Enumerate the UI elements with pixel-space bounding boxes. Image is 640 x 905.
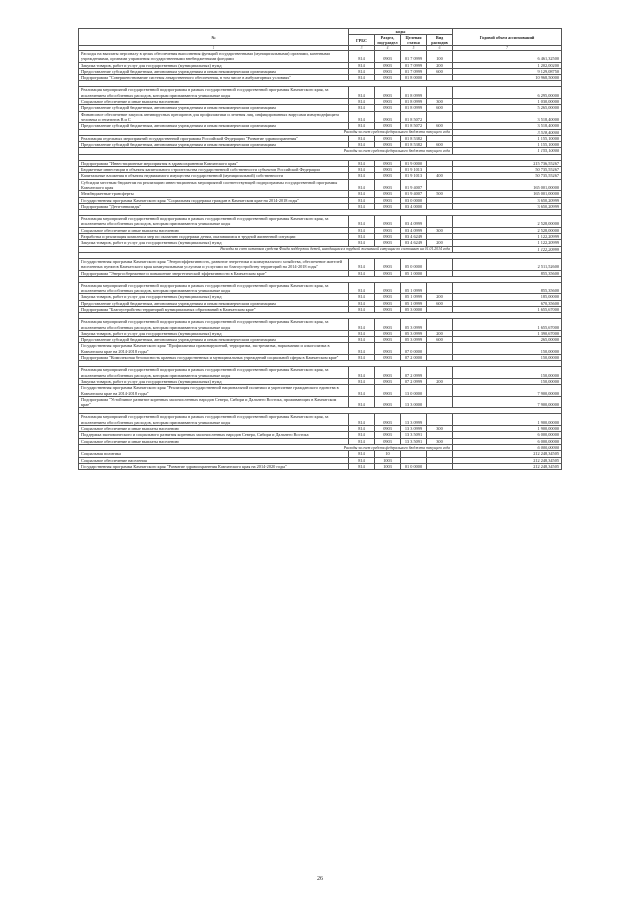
row-grbs: 814 xyxy=(349,99,375,105)
row-amount: 1 390,67000 xyxy=(453,330,562,336)
note-text: Расходы за счет средств федерального бюджета текущего года xyxy=(79,148,453,154)
column-number: 4 xyxy=(375,46,401,51)
row-name: Разработка и реализация комплекса мер по оказанию поддержки детям, оказавшимся в трудной жизненной ситуации xyxy=(79,234,349,240)
row-razdel: 0903 xyxy=(375,99,401,105)
row-vid: 200 xyxy=(427,294,453,300)
row-name: Предоставление субсидий бюджетным, автономным учреждениям и иным некоммерческим организациям xyxy=(79,105,349,111)
row-vid: 300 xyxy=(427,438,453,444)
row-vid xyxy=(427,463,453,469)
document-page xyxy=(78,28,562,470)
row-name: Реализация мероприятий государственной подпрограммы в рамках государственной государственной программы Камчатского края, за исключением обособленных расходов, которым присваиваются уникальные коды xyxy=(79,367,349,379)
header-num: № xyxy=(79,29,349,46)
row-celevaya: 01 7 0999 xyxy=(401,68,427,74)
row-vid: 600 xyxy=(427,123,453,129)
row-name: Реализация отдельных мероприятий государственной программы Российской Федерации "Развитие здравоохранения" xyxy=(79,135,349,141)
row-vid: 600 xyxy=(427,337,453,343)
row-amount: 150,00000 xyxy=(453,355,562,361)
row-grbs: 814 xyxy=(349,105,375,111)
row-amount: 2 528,00000 xyxy=(453,227,562,233)
row-celevaya: 07 0 0000 xyxy=(401,343,427,355)
row-celevaya: 13 3 0999 xyxy=(401,426,427,432)
row-razdel: 0903 xyxy=(375,319,401,331)
row-vid xyxy=(427,367,453,379)
page-number: 26 xyxy=(317,876,323,882)
row-amount: 5 265,00000 xyxy=(453,105,562,111)
row-razdel: 0903 xyxy=(375,75,401,81)
row-grbs: 814 xyxy=(349,451,375,457)
row-name: Государственная программа Камчатского края "Реализация государственной национальной политики и укрепление гражданского единства в Камчатском крае на 2014-2018 годы" xyxy=(79,385,349,397)
table-row xyxy=(79,319,562,331)
row-amount: 165 001,00000 xyxy=(453,179,562,191)
row-name: Социальная политика xyxy=(79,451,349,457)
row-grbs: 814 xyxy=(349,300,375,306)
row-celevaya: 07 2 0999 xyxy=(401,367,427,379)
row-amount: 1 900,00000 xyxy=(453,414,562,426)
row-grbs: 814 xyxy=(349,426,375,432)
row-amount: 855,35600 xyxy=(453,270,562,276)
row-razdel: 0903 xyxy=(375,414,401,426)
row-vid: 600 xyxy=(427,142,453,148)
row-grbs: 814 xyxy=(349,191,375,197)
row-grbs: 814 xyxy=(349,432,375,438)
row-amount: 9 129,08750 xyxy=(453,68,562,74)
row-razdel: 0903 xyxy=(375,300,401,306)
row-amount: 1 030,00000 xyxy=(453,99,562,105)
row-grbs: 814 xyxy=(349,240,375,246)
row-vid xyxy=(427,414,453,426)
row-grbs: 814 xyxy=(349,123,375,129)
row-name: Расходы на выплаты персоналу в целях обеспечения выполнения функций государственными (муниципальными) органами, казенными учреждениями, органами управления государственными внебюджетными фондами xyxy=(79,51,349,63)
row-grbs: 814 xyxy=(349,227,375,233)
row-amount: 1 122,20999 xyxy=(453,234,562,240)
row-grbs: 814 xyxy=(349,167,375,173)
row-grbs: 814 xyxy=(349,142,375,148)
note-amount: 6 000,00000 xyxy=(453,444,562,450)
row-grbs: 814 xyxy=(349,160,375,166)
row-amount: 3 518,40000 xyxy=(453,123,562,129)
table-row xyxy=(79,385,562,397)
row-razdel: 0903 xyxy=(375,367,401,379)
row-celevaya: 01 7 0999 xyxy=(401,51,427,63)
row-grbs: 814 xyxy=(349,234,375,240)
row-celevaya: 03 0 0000 xyxy=(401,197,427,203)
row-vid: 200 xyxy=(427,240,453,246)
row-amount: 7 900,00000 xyxy=(453,385,562,397)
row-amount: 1 155,10000 xyxy=(453,135,562,141)
row-celevaya: 13 3 0000 xyxy=(401,396,427,408)
row-grbs: 814 xyxy=(349,457,375,463)
row-celevaya: 05 1 0999 xyxy=(401,300,427,306)
row-name: Закупка товаров, работ и услуг для государственных (муниципальных) нужд xyxy=(79,378,349,384)
row-amount: 265,00000 xyxy=(453,337,562,343)
row-grbs: 814 xyxy=(349,75,375,81)
row-name: Подпрограмма "Инвестиционные мероприятия в здравоохранении Камчатского края" xyxy=(79,160,349,166)
row-celevaya: 01 8 0999 xyxy=(401,87,427,99)
row-vid xyxy=(427,319,453,331)
row-celevaya: 03 4 0999 xyxy=(401,227,427,233)
row-celevaya: 01 8 5382 xyxy=(401,135,427,141)
row-razdel: 0903 xyxy=(375,216,401,228)
table-row xyxy=(79,343,562,355)
row-vid xyxy=(427,282,453,294)
row-amount: 50 735,55267 xyxy=(453,167,562,173)
row-razdel: 0903 xyxy=(375,306,401,312)
table-row xyxy=(79,463,562,469)
row-razdel: 0903 xyxy=(375,160,401,166)
row-amount: 150,00000 xyxy=(453,367,562,379)
row-celevaya: 07 2 0000 xyxy=(401,355,427,361)
header-vid: Вид расходов xyxy=(427,35,453,46)
header-razdel: Раздел, под-раздел xyxy=(375,35,401,46)
row-razdel: 0903 xyxy=(375,426,401,432)
row-razdel: 0903 xyxy=(375,68,401,74)
row-razdel: 1003 xyxy=(375,463,401,469)
row-amount: 1 155,10000 xyxy=(453,142,562,148)
row-vid xyxy=(427,343,453,355)
row-razdel: 0903 xyxy=(375,355,401,361)
row-razdel: 0903 xyxy=(375,396,401,408)
row-vid: 300 xyxy=(427,99,453,105)
row-amount: 50 735,55267 xyxy=(453,173,562,179)
row-vid: 600 xyxy=(427,105,453,111)
row-grbs: 814 xyxy=(349,87,375,99)
row-razdel: 0903 xyxy=(375,294,401,300)
table-row xyxy=(79,51,562,63)
row-grbs: 814 xyxy=(349,306,375,312)
table-row xyxy=(79,111,562,123)
row-razdel: 0903 xyxy=(375,135,401,141)
row-amount: 3 650,20999 xyxy=(453,203,562,209)
row-name: Закупка товаров, работ и услуг для государственных (муниципальных) нужд xyxy=(79,240,349,246)
row-name: Реализация мероприятий государственной подпрограммы в рамках государственной государственной программы Камчатского края, за исключением обособленных расходов, которым присваиваются уникальные коды xyxy=(79,282,349,294)
row-razdel: 0903 xyxy=(375,123,401,129)
row-amount: 150,00000 xyxy=(453,378,562,384)
row-grbs: 814 xyxy=(349,203,375,209)
row-name: Подпрограмма "Совершенствование системы лекарственного обеспечения, в том числе в амбулаторных условиях" xyxy=(79,75,349,81)
row-celevaya: 01 8 0000 xyxy=(401,75,427,81)
row-name: Социальное обеспечение населения xyxy=(79,457,349,463)
row-grbs: 814 xyxy=(349,330,375,336)
row-name: Государственная программа Камчатского края "Развитие здравоохранения Камчатского края на 2014-2020 годы" xyxy=(79,463,349,469)
row-celevaya: 03 4 0000 xyxy=(401,203,427,209)
header-celevaya: Целевая статья xyxy=(401,35,427,46)
row-amount: 855,35600 xyxy=(453,282,562,294)
row-amount: 6 000,00000 xyxy=(453,438,562,444)
table-row xyxy=(79,367,562,379)
table-row xyxy=(79,179,562,191)
row-celevaya: 13 3 0999 xyxy=(401,414,427,426)
row-amount: 185,00000 xyxy=(453,294,562,300)
row-vid: 400 xyxy=(427,173,453,179)
row-name: Социальное обеспечение и иные выплаты населению xyxy=(79,227,349,233)
row-name: Подпрограмма "Устойчивое развитие коренных малочисленных народов Севера, Сибири и Дальнего Востока, проживающих в Камчатском крае" xyxy=(79,396,349,408)
row-razdel: 0903 xyxy=(375,111,401,123)
column-number: 5 xyxy=(401,46,427,51)
row-vid xyxy=(427,396,453,408)
row-grbs: 814 xyxy=(349,355,375,361)
row-name: Предоставление субсидий бюджетным, автономным учреждениям и иным некоммерческим организациям xyxy=(79,68,349,74)
row-amount: 3 650,20999 xyxy=(453,197,562,203)
row-celevaya: 05 1 0999 xyxy=(401,282,427,294)
row-grbs: 814 xyxy=(349,111,375,123)
row-celevaya: 07 2 0999 xyxy=(401,378,427,384)
row-razdel: 0903 xyxy=(375,438,401,444)
note-text: Расходы за счет остатков средств Фонда поддержки детей, находящихся в трудной жизненной ситуации по состоянию на 01.01.2014 года xyxy=(79,246,453,252)
row-amount: 1 202,00200 xyxy=(453,62,562,68)
row-celevaya: 05 1 0000 xyxy=(401,270,427,276)
row-vid: 500 xyxy=(427,191,453,197)
row-amount: 2 528,00000 xyxy=(453,216,562,228)
note-amount: 3 518,40000 xyxy=(453,129,562,135)
row-celevaya: 01 7 0999 xyxy=(401,62,427,68)
row-grbs: 814 xyxy=(349,282,375,294)
row-name: Подпрограмма "Благоустройство территорий муниципальных образований в Камчатском крае" xyxy=(79,306,349,312)
row-grbs: 814 xyxy=(349,319,375,331)
row-celevaya: 01 9 4007 xyxy=(401,179,427,191)
row-amount: 150,00000 xyxy=(453,343,562,355)
row-amount: 215 736,55267 xyxy=(453,160,562,166)
row-celevaya: 01 8 5072 xyxy=(401,111,427,123)
row-name: Реализация мероприятий государственной подпрограммы в рамках государственной государственной программы Камчатского края, за исключением обособленных расходов, которым присваиваются уникальные коды xyxy=(79,87,349,99)
row-razdel: 0903 xyxy=(375,167,401,173)
row-name: Предоставление субсидий бюджетным, автономным учреждениям и иным некоммерческим организациям xyxy=(79,337,349,343)
budget-table xyxy=(78,28,562,470)
row-razdel: 0903 xyxy=(375,197,401,203)
row-celevaya: 01 9 0000 xyxy=(401,160,427,166)
row-grbs: 814 xyxy=(349,197,375,203)
row-name: Государственная программа Камчатского края "Профилактика правонарушений, терроризма, экстремизма, наркомании и алкоголизма в Камчатском крае на 2014-2018 годы" xyxy=(79,343,349,355)
row-razdel: 1003 xyxy=(375,457,401,463)
row-grbs: 814 xyxy=(349,270,375,276)
table-header-row xyxy=(79,29,562,35)
row-name: Предоставление субсидий бюджетным, автономным учреждениям и иным некоммерческим организациям xyxy=(79,142,349,148)
row-razdel: 10 xyxy=(375,451,401,457)
row-celevaya: 05 3 0999 xyxy=(401,319,427,331)
row-amount: 1 655,67000 xyxy=(453,306,562,312)
row-grbs: 814 xyxy=(349,216,375,228)
row-name: Субсидии местным бюджетам на реализацию инвестиционных мероприятий соответствующей подпрограммы государственной программы Камчатского края xyxy=(79,179,349,191)
row-vid xyxy=(427,179,453,191)
row-grbs: 814 xyxy=(349,179,375,191)
row-vid: 300 xyxy=(427,227,453,233)
row-celevaya: 01 8 5072 xyxy=(401,123,427,129)
column-number: 6 xyxy=(427,46,453,51)
row-celevaya: 03 4 6249 xyxy=(401,240,427,246)
row-razdel: 0903 xyxy=(375,203,401,209)
note-amount: 1 155,10000 xyxy=(453,148,562,154)
row-grbs: 814 xyxy=(349,414,375,426)
row-name: Подпрограмма "Комплексная безопасность краевых государственных и муниципальных учреждений социальной сферы в Камчатском крае" xyxy=(79,355,349,361)
row-vid xyxy=(427,111,453,123)
row-celevaya: 05 3 0999 xyxy=(401,337,427,343)
row-celevaya: 05 1 0999 xyxy=(401,294,427,300)
table-row xyxy=(79,414,562,426)
row-razdel: 0903 xyxy=(375,142,401,148)
header-codes: коды xyxy=(349,29,453,35)
row-celevaya: 03 4 6249 xyxy=(401,234,427,240)
row-razdel: 0903 xyxy=(375,282,401,294)
table-row xyxy=(79,258,562,270)
row-celevaya: 01 8 0999 xyxy=(401,105,427,111)
row-celevaya: 05 0 0000 xyxy=(401,258,427,270)
row-celevaya: 13 3 5091 xyxy=(401,432,427,438)
row-amount: 1 655,67000 xyxy=(453,319,562,331)
row-celevaya: 13 0 0000 xyxy=(401,385,427,397)
row-razdel: 0903 xyxy=(375,432,401,438)
row-name: Социальное обеспечение и иные выплаты населению xyxy=(79,438,349,444)
row-celevaya: 01 9 1013 xyxy=(401,173,427,179)
row-razdel: 0903 xyxy=(375,240,401,246)
column-number: 7 xyxy=(453,46,562,51)
table-body xyxy=(79,46,562,470)
row-razdel: 0903 xyxy=(375,179,401,191)
row-celevaya: 01 9 4007 xyxy=(401,191,427,197)
row-name: Реализация мероприятий государственной подпрограммы в рамках государственной государственной программы Камчатского края, за исключением обособленных расходов, которым присваиваются уникальные коды xyxy=(79,319,349,331)
header-sum: Годовой объем ассигнований xyxy=(453,29,562,46)
row-name: Капитальные вложения в объекты недвижимого имущества государственной (муниципальной) собственности xyxy=(79,173,349,179)
row-razdel: 0903 xyxy=(375,234,401,240)
row-amount: 6 000,00000 xyxy=(453,432,562,438)
row-razdel: 0903 xyxy=(375,173,401,179)
table-row xyxy=(79,87,562,99)
row-grbs: 814 xyxy=(349,173,375,179)
row-razdel: 0903 xyxy=(375,62,401,68)
row-amount: 212 248,34505 xyxy=(453,451,562,457)
row-razdel: 0903 xyxy=(375,51,401,63)
row-amount: 670,35600 xyxy=(453,300,562,306)
row-amount: 165 001,00000 xyxy=(453,191,562,197)
table-row xyxy=(79,216,562,228)
row-grbs: 814 xyxy=(349,51,375,63)
row-razdel: 0903 xyxy=(375,270,401,276)
note-text: Расходы за счет средств федерального бюджета текущего года xyxy=(79,129,453,135)
row-grbs: 814 xyxy=(349,337,375,343)
row-celevaya: 01 0 0000 xyxy=(401,463,427,469)
row-celevaya: 03 4 0999 xyxy=(401,216,427,228)
row-razdel: 0903 xyxy=(375,385,401,397)
row-celevaya: 01 8 5382 xyxy=(401,142,427,148)
row-name: Предоставление субсидий бюджетным, автономным учреждениям и иным некоммерческим организациям xyxy=(79,300,349,306)
row-name: Межбюджетные трансферты xyxy=(79,191,349,197)
row-razdel: 0903 xyxy=(375,227,401,233)
header-grbs: ГРБС xyxy=(349,35,375,46)
row-name: Социальное обеспечение и иные выплаты населению xyxy=(79,426,349,432)
table-row xyxy=(79,396,562,408)
row-name: Социальное обеспечение и иные выплаты населению xyxy=(79,99,349,105)
row-celevaya: 13 3 5091 xyxy=(401,438,427,444)
row-amount: 212 248,34505 xyxy=(453,463,562,469)
row-razdel: 0903 xyxy=(375,191,401,197)
row-name: Закупка товаров, работ и услуг для государственных (муниципальных) нужд xyxy=(79,330,349,336)
row-grbs: 814 xyxy=(349,135,375,141)
row-razdel: 0903 xyxy=(375,87,401,99)
row-amount: 7 900,00000 xyxy=(453,396,562,408)
row-name: Подпрограмма "Дети-инвалиды" xyxy=(79,203,349,209)
row-name: Закупка товаров, работ и услуг для государственных (муниципальных) нужд xyxy=(79,62,349,68)
row-grbs: 814 xyxy=(349,343,375,355)
row-razdel: 0903 xyxy=(375,337,401,343)
row-vid: 200 xyxy=(427,378,453,384)
row-vid: 100 xyxy=(427,51,453,63)
table-row xyxy=(79,282,562,294)
row-grbs: 814 xyxy=(349,438,375,444)
row-vid xyxy=(427,385,453,397)
row-grbs: 814 xyxy=(349,396,375,408)
row-grbs: 814 xyxy=(349,62,375,68)
row-razdel: 0903 xyxy=(375,105,401,111)
row-vid: 300 xyxy=(427,426,453,432)
row-name: Финансовое обеспечение закупок антивирусных препаратов для профилактики и лечения лиц, инфицированных вирусами иммунодефицита человека и гепатитов B и C xyxy=(79,111,349,123)
row-amount: 3 518,40000 xyxy=(453,111,562,123)
note-amount: 1 122,20999 xyxy=(453,246,562,252)
row-razdel: 0903 xyxy=(375,330,401,336)
row-celevaya: 01 9 1013 xyxy=(401,167,427,173)
row-vid: 200 xyxy=(427,62,453,68)
row-amount: 1 122,20999 xyxy=(453,240,562,246)
row-name: Бюджетные инвестиции в объекты капитального строительства государственной собственности субъектов Российской Федерации xyxy=(79,167,349,173)
row-name: Государственная программа Камчатского края "Социальная поддержка граждан в Камчатском крае на 2014-2018 годы" xyxy=(79,197,349,203)
row-vid: 600 xyxy=(427,68,453,74)
row-celevaya: 01 8 0999 xyxy=(401,99,427,105)
column-number: 3 xyxy=(349,46,375,51)
row-amount: 6 295,00000 xyxy=(453,87,562,99)
row-grbs: 814 xyxy=(349,68,375,74)
row-grbs: 814 xyxy=(349,463,375,469)
row-amount: 2 511,52600 xyxy=(453,258,562,270)
row-name: Поддержка экономического и социального развития коренных малочисленных народов Севера, Сибири и Дальнего Востока xyxy=(79,432,349,438)
row-razdel: 0903 xyxy=(375,343,401,355)
row-name: Закупка товаров, работ и услуг для государственных (муниципальных) нужд xyxy=(79,294,349,300)
row-grbs: 814 xyxy=(349,258,375,270)
row-vid xyxy=(427,258,453,270)
row-razdel: 0903 xyxy=(375,258,401,270)
note-text: Расходы за счет средств федерального бюджета текущего года xyxy=(79,444,453,450)
row-vid: 600 xyxy=(427,300,453,306)
row-name: Предоставление субсидий бюджетным, автономным учреждениям и иным некоммерческим организациям xyxy=(79,123,349,129)
row-name: Реализация мероприятий государственной подпрограммы в рамках государственной государственной программы Камчатского края, за исключением обособленных расходов, которым присваиваются уникальные коды xyxy=(79,414,349,426)
row-grbs: 814 xyxy=(349,294,375,300)
column-number: 1 xyxy=(79,46,349,51)
row-razdel: 0903 xyxy=(375,378,401,384)
row-amount: 1 900,00000 xyxy=(453,426,562,432)
row-amount: 6 461,32500 xyxy=(453,51,562,63)
row-vid xyxy=(427,216,453,228)
row-name: Подпрограмма "Энергосбережение и повышение энергетической эффективности в Камчатском крае" xyxy=(79,270,349,276)
row-vid: 200 xyxy=(427,330,453,336)
row-vid xyxy=(427,87,453,99)
row-grbs: 814 xyxy=(349,385,375,397)
row-celevaya: 05 3 0999 xyxy=(401,330,427,336)
row-name: Государственная программа Камчатского края "Энергоэффективность, развитие энергетики и коммунального хозяйства, обеспечение жителей населенных пунктов Камчатского края коммунальными услугами и услугами по благоустройству территорий на 2014-2018 годы" xyxy=(79,258,349,270)
row-celevaya: 05 3 0000 xyxy=(401,306,427,312)
row-amount: 212 248,34505 xyxy=(453,457,562,463)
row-amount: 10 968,50000 xyxy=(453,75,562,81)
row-grbs: 814 xyxy=(349,378,375,384)
row-grbs: 814 xyxy=(349,367,375,379)
row-name: Реализация мероприятий государственной подпрограммы в рамках государственной государственной программы Камчатского края, за исключением обособленных расходов, которым присваиваются уникальные коды xyxy=(79,216,349,228)
